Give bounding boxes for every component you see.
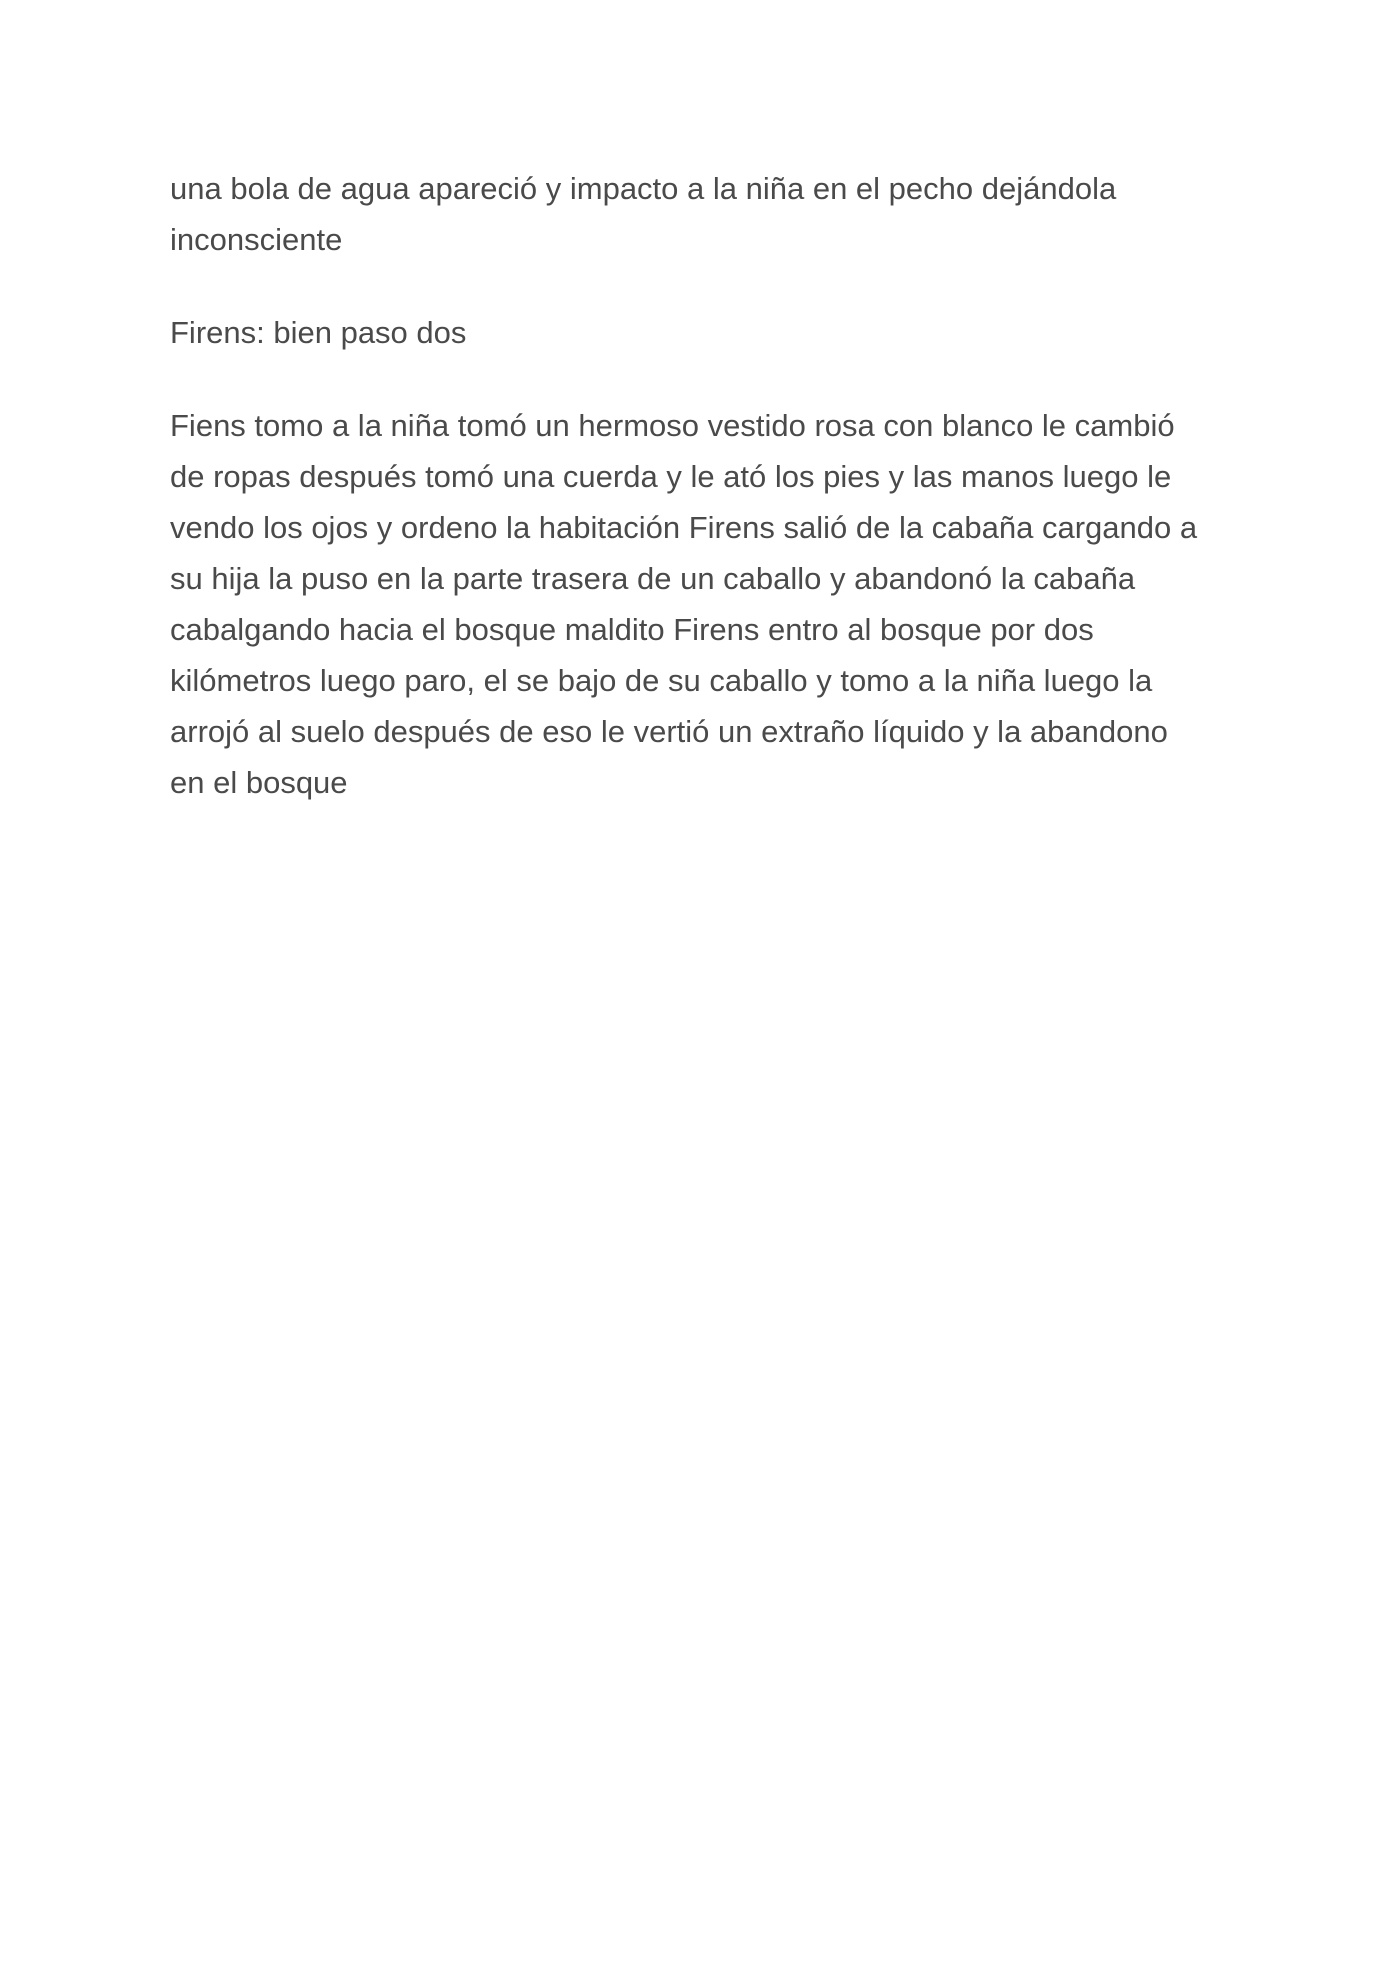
paragraph-1: una bola de agua apareció y impacto a la niña en el pecho dejándola inconsciente xyxy=(170,171,1117,257)
document-body xyxy=(170,163,1230,850)
paragraph-3: Fiens tomo a la niña tomó un hermoso vestido rosa con blanco le cambió de ropas después tomó una cuerda y le ató los pies y las manos luego le vendo los ojos y ordeno la habitación Firens salió de la cabaña cargando a su hija la puso en la parte trasera de un caballo y abandonó la cabaña cabalgando hacia el bosque maldito Firens entro al bosque por dos kilómetros luego paro, el se bajo de su caballo y tomo a la niña luego la arrojó al suelo después de eso le vertió un extraño líquido y la abandono en el bosque xyxy=(170,408,1198,800)
paragraph-2: Firens: bien paso dos xyxy=(170,315,467,350)
